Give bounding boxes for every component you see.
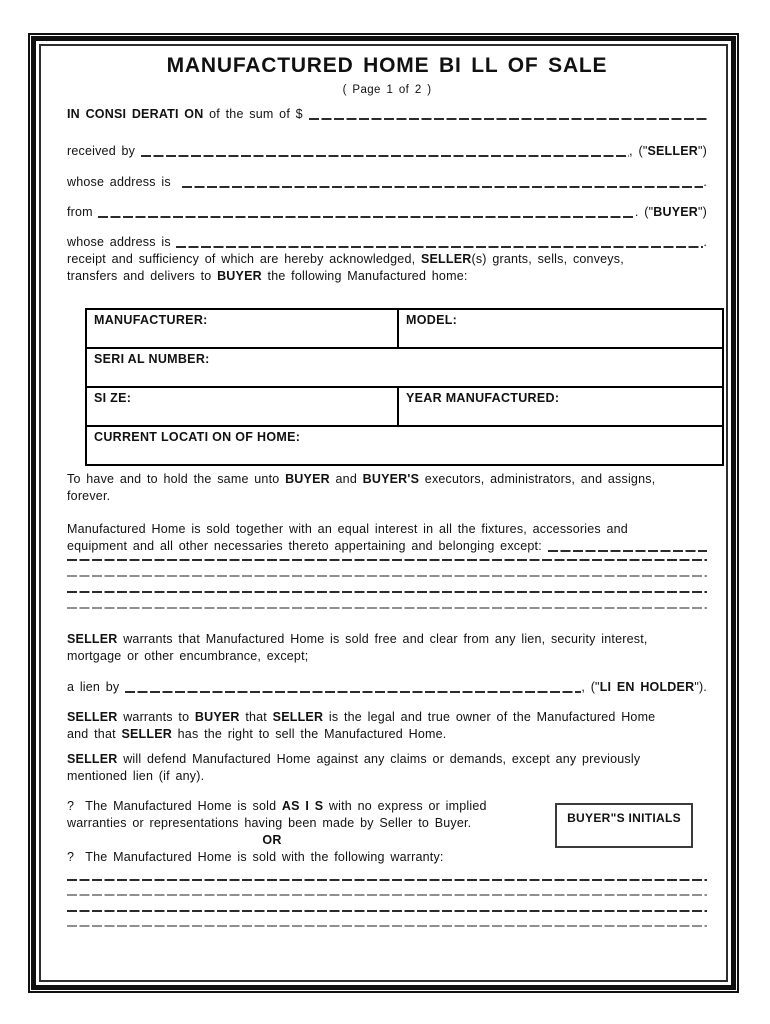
exclusions-line-3[interactable]: [67, 591, 707, 593]
text-line: [67, 798, 537, 815]
text-run: ? The Manufactured Home is sold: [67, 799, 282, 813]
text-run: . (": [634, 205, 654, 219]
text-line: [67, 234, 707, 251]
text-run: ").: [694, 680, 707, 694]
text-run: .: [703, 235, 707, 249]
from-buyer-line: [67, 204, 707, 221]
text-run: transfers and delivers to: [67, 269, 218, 283]
text-run: that: [239, 710, 273, 724]
text-run: warrants that Manufactured Home is sold free and clear from any lien, security interest,: [117, 632, 648, 646]
text-line: [67, 174, 707, 191]
text-run: BUYER: [194, 710, 240, 724]
year-manufactured-cell[interactable]: YEAR MANUFACTURED:: [398, 387, 723, 426]
text-run: ? The Manufactured Home is sold with the following warranty:: [67, 850, 444, 864]
size-cell[interactable]: SI ZE:: [86, 387, 398, 426]
text-line: [67, 564, 707, 580]
text-line: [67, 488, 707, 505]
warranty-line-4[interactable]: [67, 925, 707, 927]
document-content: [67, 42, 707, 982]
text-line: [67, 832, 477, 849]
warranty-blank-lines: [67, 868, 707, 930]
text-line: [67, 868, 707, 884]
text-run: warranties or representations having been made by Seller to Buyer.: [67, 816, 472, 830]
text-run: (s) grants, sells, conveys,: [471, 252, 624, 266]
text-line: [67, 204, 707, 221]
seller-warrants-paragraph: [67, 631, 707, 665]
text-line: [67, 548, 707, 564]
text-run: of the sum of $: [203, 107, 309, 121]
text-line: [67, 631, 707, 648]
text-line: [67, 709, 707, 726]
text-run: with no express or implied: [323, 799, 487, 813]
text-run: "): [698, 144, 707, 158]
seller-defend-paragraph: [67, 751, 707, 785]
text-line: [67, 768, 707, 785]
sum-amount-field[interactable]: [309, 118, 708, 120]
text-line: [67, 251, 707, 268]
text-run: SELLER: [67, 752, 118, 766]
text-run: warrants to: [117, 710, 195, 724]
text-run: a lien by: [67, 680, 126, 694]
warranty-line-3[interactable]: [67, 910, 707, 912]
text-run: To have and to hold the same unto: [67, 472, 286, 486]
exclusions-blank-lines: [67, 548, 707, 612]
text-line: [67, 884, 707, 900]
buyer-address-field[interactable]: [176, 246, 703, 248]
text-run: will defend Manufactured Home against any claims or demands, except any previously: [117, 752, 641, 766]
text-line: [67, 915, 707, 931]
serial-number-cell[interactable]: SERI AL NUMBER:: [86, 348, 723, 387]
as-is-paragraph: [67, 798, 537, 866]
text-run: BUYER: [217, 269, 262, 283]
text-run: forever.: [67, 489, 111, 503]
seller-owner-paragraph: [67, 709, 707, 743]
text-run: BUYER'S: [362, 472, 420, 486]
text-line: [67, 726, 707, 743]
document-title: MANUFACTURED HOME BI LL OF SALE: [166, 54, 608, 77]
text-line: [67, 849, 537, 866]
current-location-cell[interactable]: CURRENT LOCATI ON OF HOME:: [86, 426, 723, 465]
text-run: mentioned lien (if any).: [67, 769, 205, 783]
exclusions-line-4[interactable]: [67, 607, 707, 609]
text-run: , (": [581, 680, 600, 694]
text-line: [67, 648, 707, 665]
table-row: [86, 348, 723, 387]
text-line: [67, 106, 707, 123]
text-run: Manufactured Home is sold together with an equal interest in all the fixtures, accessories and: [67, 522, 628, 536]
text-run: whose address is: [67, 175, 183, 189]
text-run: received by: [67, 144, 141, 158]
text-run: SELLER: [420, 252, 472, 266]
text-line: [67, 143, 707, 160]
text-run: has the right to sell the Manufactured Home.: [171, 727, 447, 741]
text-run: "): [698, 205, 707, 219]
text-run: is the legal and true owner of the Manufactured Home: [323, 710, 656, 724]
table-row: [86, 309, 723, 348]
text-run: executors, administrators, and assigns,: [419, 472, 656, 486]
text-run: mortgage or other encumbrance, except;: [67, 649, 309, 663]
text-line: [67, 521, 707, 538]
home-description-table: [85, 308, 724, 466]
text-run: .: [703, 175, 707, 189]
text-line: [67, 580, 707, 596]
warranty-line-1[interactable]: [67, 879, 707, 881]
text-run: OR: [262, 833, 282, 847]
text-run: IN CONSI DERATI ON: [67, 107, 204, 121]
text-run: SELLER: [67, 710, 118, 724]
text-line: [67, 815, 537, 832]
text-line: [67, 596, 707, 612]
seller-address-field[interactable]: [182, 186, 703, 188]
table-row: [86, 426, 723, 465]
to-have-paragraph: [67, 471, 707, 505]
text-line: [67, 679, 707, 696]
text-run: BUYER: [285, 472, 330, 486]
text-run: SELLER: [121, 727, 172, 741]
model-cell[interactable]: MODEL:: [398, 309, 723, 348]
lien-by-line: [67, 679, 707, 696]
text-run: , (": [629, 144, 648, 158]
text-run: AS I S: [281, 799, 324, 813]
text-line: [67, 899, 707, 915]
received-by-line: [67, 143, 707, 160]
text-line: [67, 751, 707, 768]
exclusions-line-2[interactable]: [67, 575, 707, 577]
text-run: from: [67, 205, 99, 219]
buyers-initials-box[interactable]: [555, 803, 693, 848]
consideration-paragraph: [67, 106, 707, 123]
text-run: SELLER: [67, 632, 118, 646]
text-line: [67, 471, 707, 488]
lien-holder-field[interactable]: [125, 691, 581, 693]
text-line: [67, 268, 707, 285]
text-run: the following Manufactured home:: [261, 269, 468, 283]
buyers-initials-label: BUYER"S INITIALS: [567, 811, 681, 825]
text-run: BUYER: [653, 205, 698, 219]
text-run: SELLER: [272, 710, 324, 724]
seller-name-field[interactable]: [141, 155, 629, 157]
manufacturer-cell[interactable]: MANUFACTURER:: [86, 309, 398, 348]
text-run: and that: [67, 727, 122, 741]
warranty-line-2[interactable]: [67, 894, 707, 896]
page-indicator: ( Page 1 of 2 ): [342, 84, 432, 96]
buyer-name-field[interactable]: [98, 216, 634, 218]
text-run: equipment and all other necessaries thereto appertaining and belonging except:: [67, 539, 548, 553]
text-run: and: [329, 472, 363, 486]
text-run: SELLER: [647, 144, 698, 158]
seller-address-line: [67, 174, 707, 191]
exclusions-line-1[interactable]: [67, 559, 707, 561]
table-row: [86, 387, 723, 426]
text-run: whose address is: [67, 235, 177, 249]
text-run: LI EN HOLDER: [599, 680, 695, 694]
text-run: receipt and sufficiency of which are hereby acknowledged,: [67, 252, 421, 266]
buyer-address-paragraph: [67, 234, 707, 285]
